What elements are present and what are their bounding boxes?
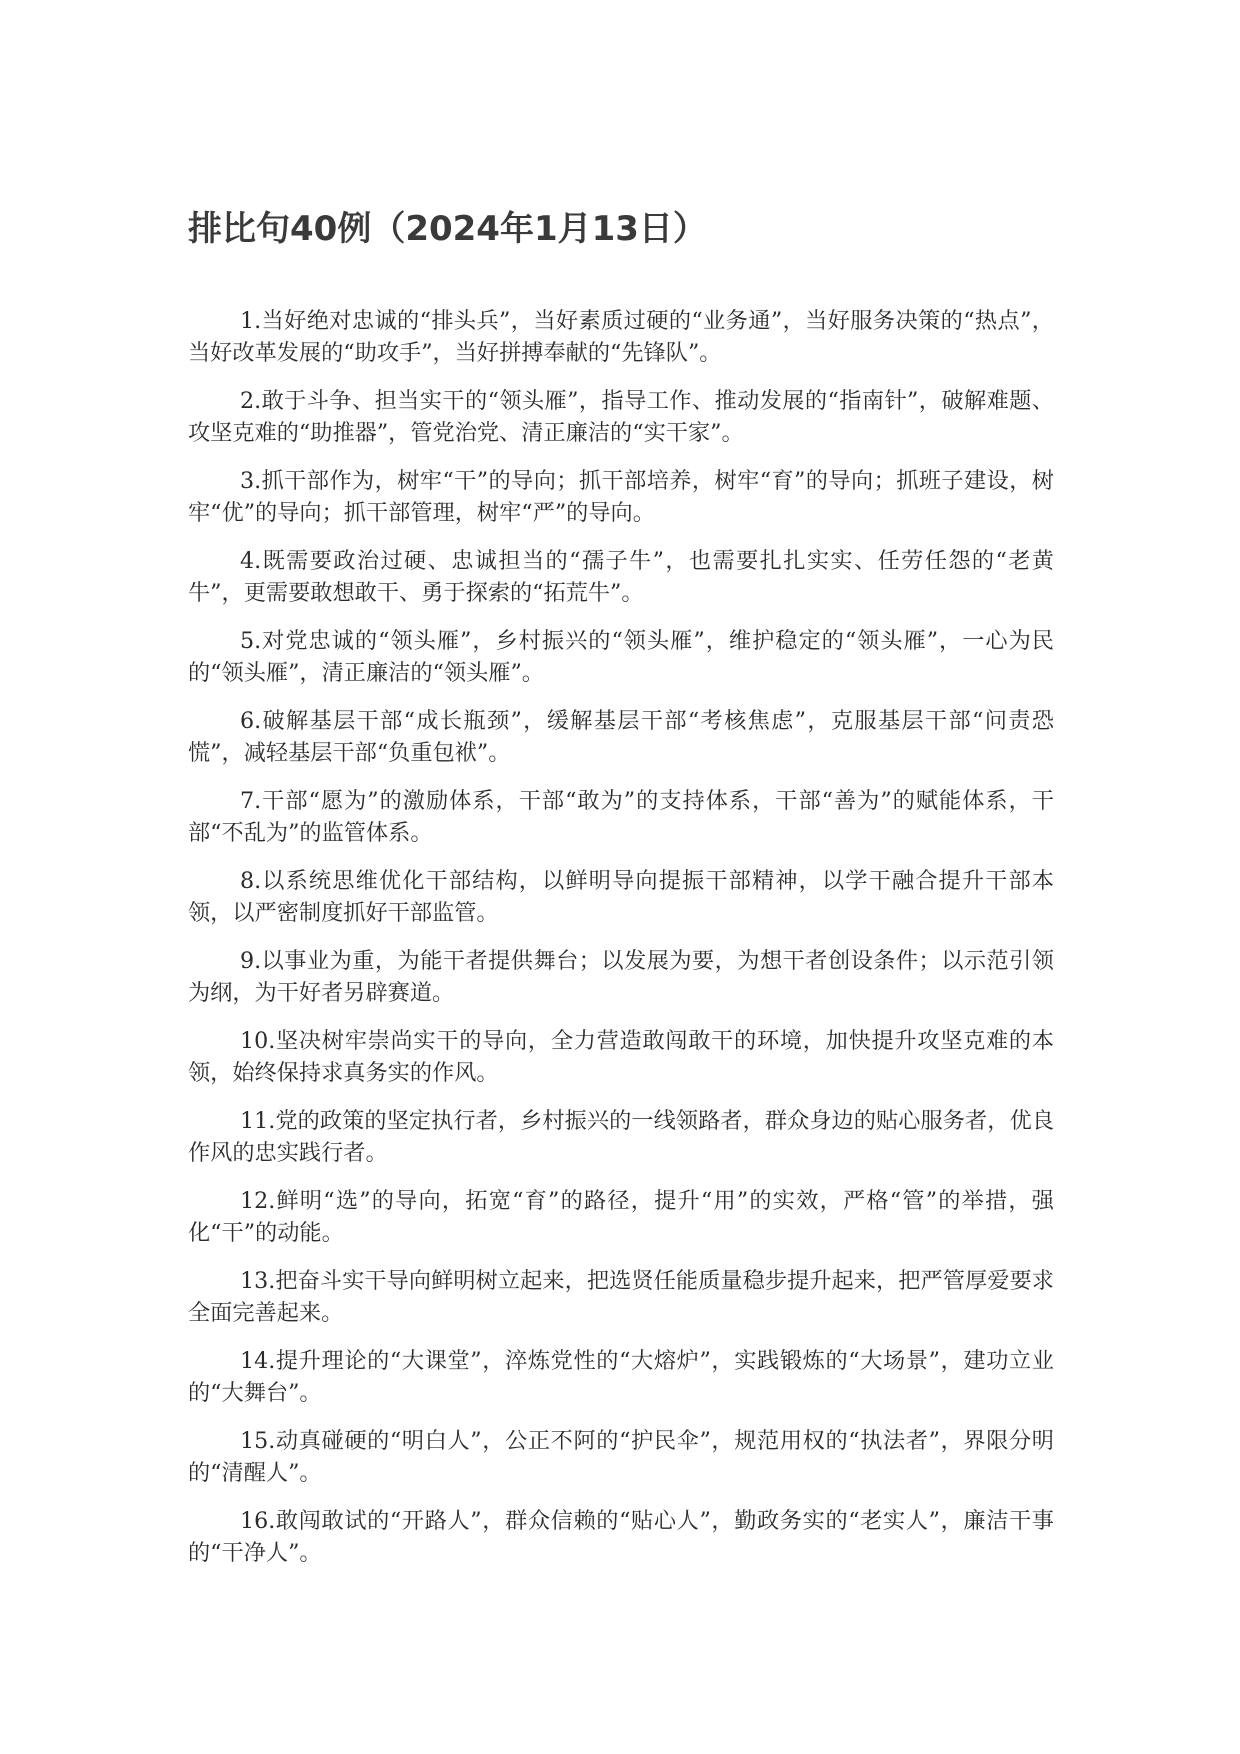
paragraph-15: 15.动真碰硬的“明白人”，公正不阿的“护民伞”，规范用权的“执法者”，界限分明的“清醒人”。 [188, 1428, 1054, 1486]
paragraph-12: 12.鲜明“选”的导向，拓宽“育”的路径，提升“用”的实效，严格“管”的举措，强化“干”的动能。 [188, 1188, 1054, 1246]
paragraph-5: 5.对党忠诚的“领头雁”，乡村振兴的“领头雁”，维护稳定的“领头雁”，一心为民的“领头雁”，清正廉洁的“领头雁”。 [188, 628, 1054, 686]
paragraph-8: 8.以系统思维优化干部结构，以鲜明导向提振干部精神，以学干融合提升干部本领，以严密制度抓好干部监管。 [188, 868, 1054, 926]
page-title: 排比句40例（2024年1月13日） [188, 209, 707, 249]
paragraph-13: 13.把奋斗实干导向鲜明树立起来，把选贤任能质量稳步提升起来，把严管厚爱要求全面完善起来。 [188, 1268, 1054, 1326]
paragraph-10: 10.坚决树牢崇尚实干的导向，全力营造敢闯敢干的环境，加快提升攻坚克难的本领，始终保持求真务实的作风。 [188, 1028, 1054, 1086]
paragraph-2: 2.敢于斗争、担当实干的“领头雁”，指导工作、推动发展的“指南针”，破解难题、攻坚克难的“助推器”，管党治党、清正廉洁的“实干家”。 [188, 388, 1054, 446]
paragraph-6: 6.破解基层干部“成长瓶颈”，缓解基层干部“考核焦虑”，克服基层干部“问责恐慌”，减轻基层干部“负重包袱”。 [188, 708, 1054, 766]
paragraph-16: 16.敢闯敢试的“开路人”，群众信赖的“贴心人”，勤政务实的“老实人”，廉洁干事的“干净人”。 [188, 1508, 1054, 1566]
paragraph-7: 7.干部“愿为”的激励体系，干部“敢为”的支持体系，干部“善为”的赋能体系，干部“不乱为”的监管体系。 [188, 788, 1054, 846]
paragraph-4: 4.既需要政治过硬、忠诚担当的“孺子牛”，也需要扎扎实实、任劳任怨的“老黄牛”，更需要敢想敢干、勇于探索的“拓荒牛”。 [188, 548, 1054, 606]
paragraph-1: 1.当好绝对忠诚的“排头兵”，当好素质过硬的“业务通”，当好服务决策的“热点”，当好改革发展的“助攻手”，当好拼搏奉献的“先锋队”。 [188, 308, 1054, 366]
paragraph-14: 14.提升理论的“大课堂”，淬炼党性的“大熔炉”，实践锻炼的“大场景”，建功立业的“大舞台”。 [188, 1348, 1054, 1406]
document-body [188, 305, 1054, 1585]
paragraph-9: 9.以事业为重，为能干者提供舞台；以发展为要，为想干者创设条件；以示范引领为纲，为干好者另辟赛道。 [188, 948, 1054, 1006]
paragraph-11: 11.党的政策的坚定执行者，乡村振兴的一线领路者，群众身边的贴心服务者，优良作风的忠实践行者。 [188, 1108, 1054, 1166]
paragraph-3: 3.抓干部作为，树牢“干”的导向；抓干部培养，树牢“育”的导向；抓班子建设，树牢“优”的导向；抓干部管理，树牢“严”的导向。 [188, 468, 1054, 526]
